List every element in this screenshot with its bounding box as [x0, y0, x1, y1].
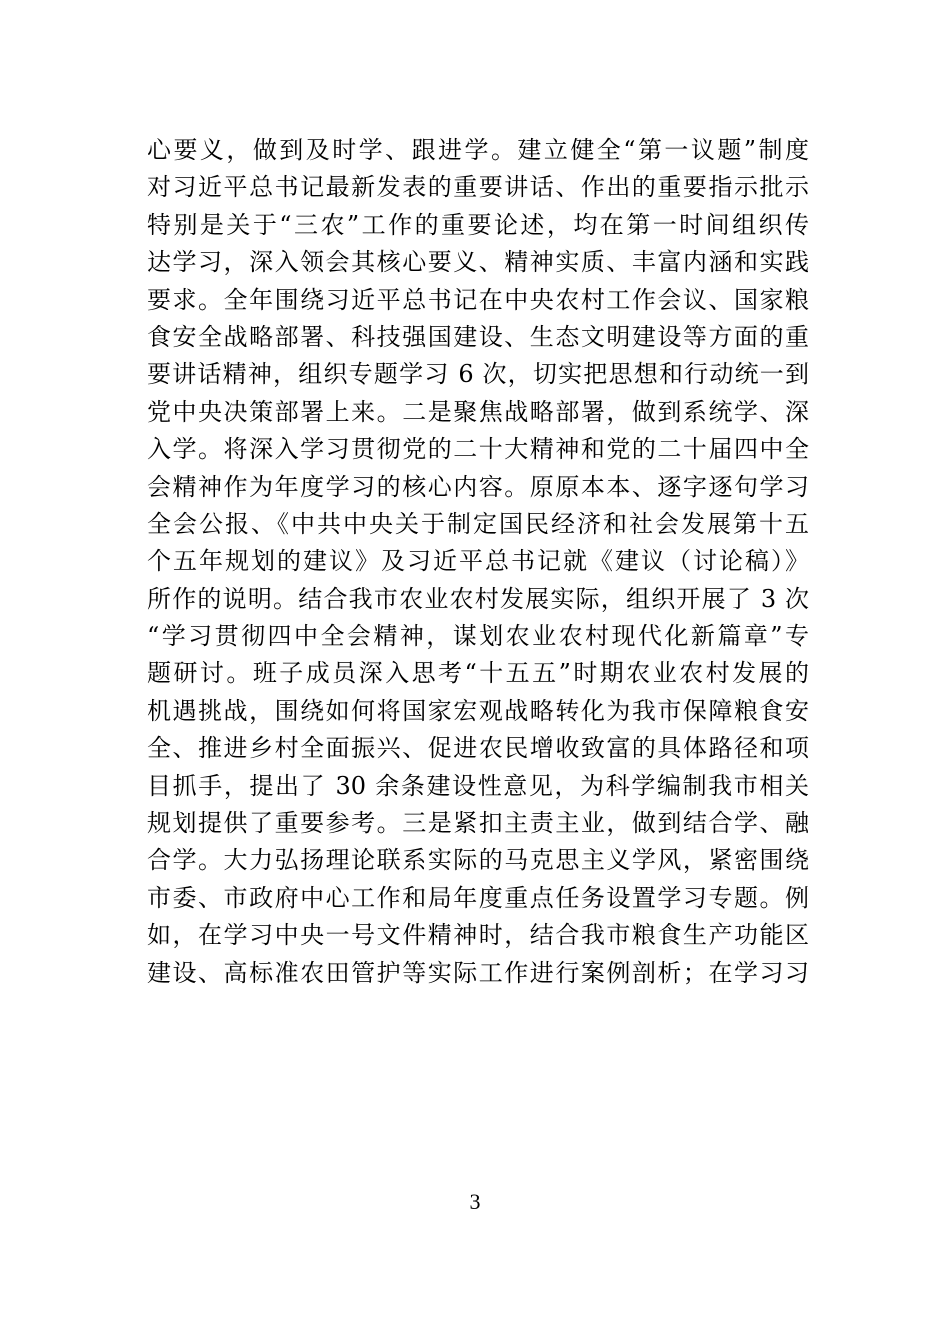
text-line: 个五年规划的建议》及习近平总书记就《建议（讨论稿）》 [147, 547, 809, 576]
text-line: 入学。将深入学习贯彻党的二十大精神和党的二十届四中全 [147, 435, 809, 464]
text-line: 要讲话精神，组织专题学习 6 次，切实把思想和行动统一到 [147, 360, 809, 389]
text-line: 达学习，深入领会其核心要义、精神实质、丰富内涵和实践 [147, 248, 809, 277]
text-line: 规划提供了重要参考。三是紧扣主责主业，做到结合学、融 [147, 809, 809, 838]
body-paragraph [147, 132, 809, 992]
text-line: 合学。大力弘扬理论联系实际的马克思主义学风，紧密围绕 [147, 846, 809, 875]
text-line: 要求。全年围绕习近平总书记在中央农村工作会议、国家粮 [147, 285, 809, 314]
text-line: 心要义，做到及时学、跟进学。建立健全“第一议题”制度 [147, 136, 809, 164]
text-line: 全会公报、《中共中央关于制定国民经济和社会发展第十五 [147, 509, 809, 538]
text-line: 所作的说明。结合我市农业农村发展实际，组织开展了 3 次 [147, 584, 809, 613]
text-line: 目抓手，提出了 30 余条建设性意见，为科学编制我市相关 [147, 771, 809, 800]
text-line: 市委、市政府中心工作和局年度重点任务设置学习专题。例 [147, 883, 809, 912]
text-line: 党中央决策部署上来。二是聚焦战略部署，做到系统学、深 [147, 397, 809, 426]
text-line: 题研讨。班子成员深入思考“十五五”时期农业农村发展的 [147, 659, 809, 688]
text-line: 全、推进乡村全面振兴、促进农民增收致富的具体路径和项 [147, 734, 809, 763]
text-line: 特别是关于“三农”工作的重要论述，均在第一时间组织传 [147, 210, 809, 239]
text-line: 会精神作为年度学习的核心内容。原原本本、逐字逐句学习 [147, 472, 809, 501]
text-line: “学习贯彻四中全会精神，谋划农业农村现代化新篇章”专 [147, 622, 809, 651]
text-line: 如，在学习中央一号文件精神时，结合我市粮食生产功能区 [147, 921, 809, 950]
text-line: 对习近平总书记最新发表的重要讲话、作出的重要指示批示 [147, 173, 809, 202]
text-line: 食安全战略部署、科技强国建设、生态文明建设等方面的重 [147, 322, 809, 351]
page-number: 3 [469, 1189, 481, 1214]
text-line: 机遇挑战，围绕如何将国家宏观战略转化为我市保障粮食安 [147, 696, 809, 725]
text-line: 建设、高标准农田管护等实际工作进行案例剖析；在学习习 [147, 958, 809, 987]
